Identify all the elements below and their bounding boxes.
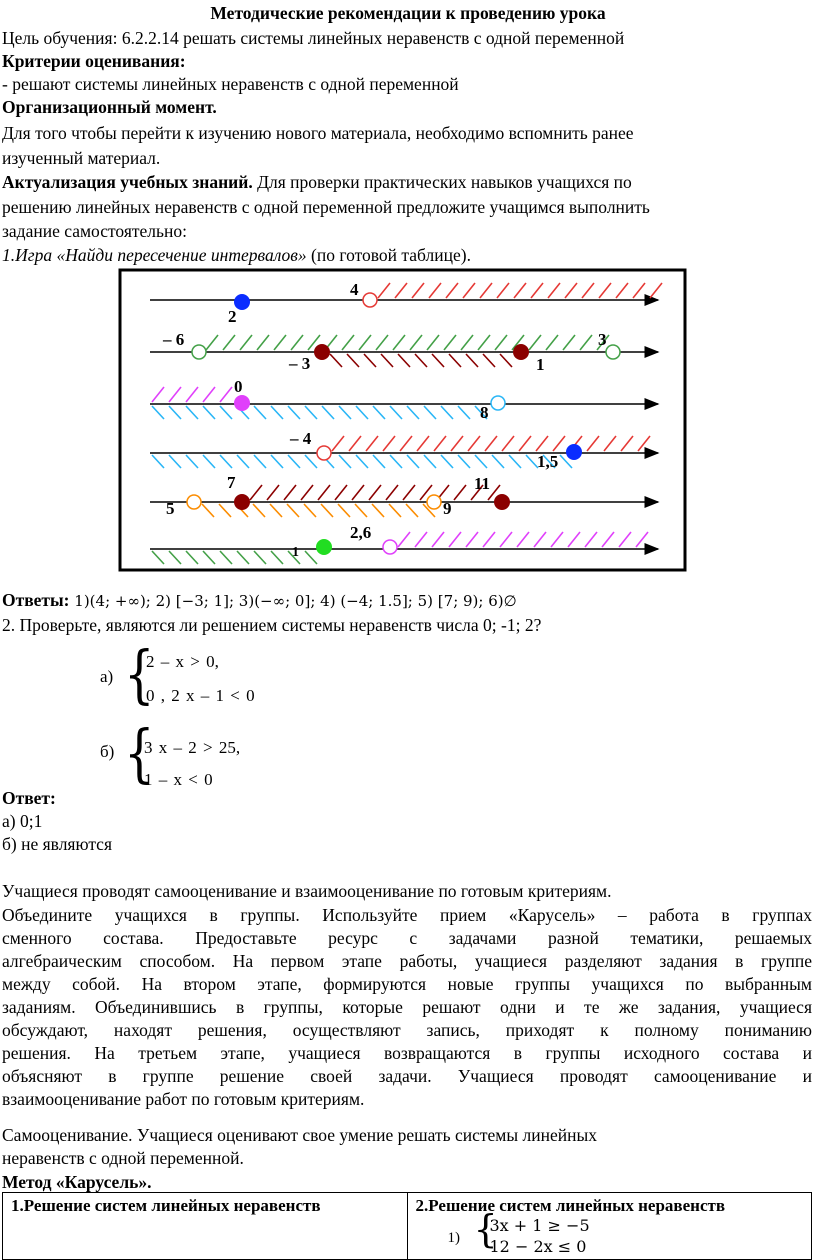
hatch-mark <box>223 335 235 350</box>
hatch-mark <box>369 485 381 500</box>
hatch-mark <box>444 335 456 350</box>
hatch-mark <box>219 504 231 517</box>
hatch-mark <box>237 551 249 564</box>
hatch-mark <box>517 532 529 547</box>
hatch-mark <box>288 455 300 468</box>
label-1-green: 1 <box>292 545 299 560</box>
game-title-rest: (по готовой таблице). <box>306 245 471 265</box>
hatch-mark <box>250 485 262 500</box>
hatch-mark <box>604 436 616 451</box>
hatch-mark <box>202 504 214 517</box>
hatch-mark <box>563 335 575 350</box>
hatch-mark <box>186 387 198 402</box>
hatch-mark <box>529 335 541 350</box>
table-system-line-2: 12 − 2x ≤ 0 <box>489 1237 587 1256</box>
hatch-mark <box>364 354 376 367</box>
point-1-filled-green <box>316 539 332 555</box>
carousel-line: заданиям. Объединившись в группы, которые решают одни и те же задания, учащиеся <box>2 997 812 1017</box>
hatch-mark <box>458 406 470 419</box>
hatch-mark <box>349 436 361 451</box>
hatch-mark <box>441 455 453 468</box>
hatch-mark <box>321 504 333 517</box>
hatch-mark <box>373 455 385 468</box>
hatch-mark <box>466 532 478 547</box>
hatch-mark <box>483 354 495 367</box>
criteria-heading: Критерии оценивания: <box>2 51 186 71</box>
hatch-mark <box>386 485 398 500</box>
hatch-mark <box>509 455 521 468</box>
hatch-mark <box>602 532 614 547</box>
hatch-mark <box>553 436 565 451</box>
hatch-mark <box>478 335 490 350</box>
hatch-mark <box>500 532 512 547</box>
learning-goal: Цель обучения: 6.2.2.14 решать системы линейных неравенств с одной переменной <box>2 28 625 48</box>
answer-heading: Ответ: <box>2 788 56 808</box>
actualization-text-2: решению линейных неравенств с одной переменной предложите учащимся выполнить <box>2 197 650 217</box>
hatch-mark <box>398 532 410 547</box>
actualization-paragraph <box>2 171 632 194</box>
hatch-mark <box>548 283 560 298</box>
hatch-mark <box>480 283 492 298</box>
hatch-mark <box>381 354 393 367</box>
self-eval-2: неравенств с одной переменной. <box>2 1148 244 1168</box>
hatch-mark <box>531 283 543 298</box>
hatch-mark <box>406 504 418 517</box>
system-b-brace: { <box>124 717 155 791</box>
hatch-mark <box>373 406 385 419</box>
hatch-mark <box>186 455 198 468</box>
hatch-mark <box>400 436 412 451</box>
answers-line <box>2 589 517 613</box>
label-1: 1 <box>536 355 545 374</box>
carousel-line: обсуждают, находят решения, осуществляют запись, приходят к полному пониманию <box>2 1020 812 1040</box>
hatch-mark <box>466 354 478 367</box>
answer-a: а) 0;1 <box>2 811 43 831</box>
actualization-text-3: задание самостоятельно: <box>2 221 187 241</box>
hatch-mark <box>355 504 367 517</box>
hatch-mark <box>568 532 580 547</box>
label-minus4: – 4 <box>290 429 312 448</box>
hatch-mark <box>621 436 633 451</box>
hatch-mark <box>169 406 181 419</box>
hatch-mark <box>449 354 461 367</box>
point-2-6-open <box>383 540 397 554</box>
hatch-mark <box>407 455 419 468</box>
hatch-mark <box>152 551 164 564</box>
hatch-mark <box>432 354 444 367</box>
hatch-mark <box>203 387 215 402</box>
point-8-open <box>491 396 505 410</box>
hatch-mark <box>332 436 344 451</box>
hatch-mark <box>169 455 181 468</box>
hatch-mark <box>638 436 650 451</box>
hatch-mark <box>305 455 317 468</box>
hatch-mark <box>347 354 359 367</box>
hatch-mark <box>169 387 181 402</box>
hatch-mark <box>390 406 402 419</box>
hatch-mark <box>536 436 548 451</box>
answer-b: б) не являются <box>2 834 112 854</box>
criteria-item: - решают системы линейных неравенств с одной переменной <box>2 74 459 94</box>
hatch-mark <box>451 436 463 451</box>
label-11: 11 <box>474 474 491 493</box>
system-a-line-2: 0 , 2 x – 1 < 0 <box>146 686 255 705</box>
hatch-mark <box>254 551 266 564</box>
point-minus3-filled <box>314 344 330 360</box>
self-assess-text: Учащиеся проводят самооценивание и взаимооценивание по готовым критериям. <box>2 881 612 901</box>
hatch-mark <box>186 551 198 564</box>
carousel-paragraph <box>2 904 812 1111</box>
hatch-mark <box>220 406 232 419</box>
hatch-mark <box>304 504 316 517</box>
hatch-mark <box>254 455 266 468</box>
carousel-line: между собой. На втором этапе, формируются новые группы учащихся по выбранным <box>2 974 812 994</box>
point-4-open <box>363 293 377 307</box>
hatch-mark <box>616 283 628 298</box>
hatch-mark <box>534 532 546 547</box>
point-11-filled <box>494 494 510 510</box>
hatch-mark <box>514 283 526 298</box>
hatch-mark <box>152 406 164 419</box>
hatch-mark <box>546 335 558 350</box>
hatch-mark <box>403 485 415 500</box>
hatch-mark <box>288 406 300 419</box>
hatch-mark <box>335 485 347 500</box>
hatch-mark <box>395 283 407 298</box>
label-minus6: – 6 <box>163 330 185 349</box>
point-0-filled <box>234 395 250 411</box>
answers-text: 1)(4; +∞); 2) [−3; 1]; 3)(−∞; 0]; 4) (−4; 1.5]; 5) [7; 9); 6)∅ <box>69 592 517 610</box>
diagram-frame <box>120 270 685 570</box>
hatch-mark <box>287 504 299 517</box>
hatch-mark <box>410 335 422 350</box>
hatch-mark <box>352 485 364 500</box>
hatch-mark <box>415 354 427 367</box>
hatch-mark <box>203 455 215 468</box>
self-eval-1: Самооценивание. Учащиеся оценивают свое умение решать системы линейных <box>2 1125 597 1145</box>
hatch-mark <box>271 406 283 419</box>
table-system-label: 1) <box>447 1230 460 1246</box>
hatch-mark <box>342 335 354 350</box>
hatch-mark <box>220 387 232 402</box>
hatch-mark <box>427 335 439 350</box>
hatch-mark <box>366 436 378 451</box>
hatch-mark <box>338 504 350 517</box>
hatch-mark <box>305 406 317 419</box>
label-minus3: – 3 <box>289 354 311 373</box>
system-a-label: а) <box>100 667 114 686</box>
hatch-mark <box>203 551 215 564</box>
hatch-mark <box>434 436 446 451</box>
hatch-mark <box>461 335 473 350</box>
hatch-mark <box>359 335 371 350</box>
hatch-mark <box>582 283 594 298</box>
hatch-mark <box>633 283 645 298</box>
system-a-brace: { <box>124 638 155 712</box>
method-heading: Метод «Карусель». <box>2 1172 152 1192</box>
hatch-mark <box>446 283 458 298</box>
hatch-mark <box>565 283 577 298</box>
task-2: 2. Проверьте, являются ли решением системы неравенств числа 0; -1; 2? <box>2 615 542 635</box>
carousel-line: объясняют в группе решение своей задачи. Учащиеся проводят самооценивание и <box>2 1066 812 1086</box>
point-1-filled <box>513 344 529 360</box>
point-minus4-open <box>317 446 331 460</box>
hatch-mark <box>237 455 249 468</box>
hatch-mark <box>432 532 444 547</box>
game-title-italic: 1.Игра «Найди пересечение интервалов» <box>2 245 307 265</box>
hatch-mark <box>240 335 252 350</box>
intervals-diagram <box>0 262 816 574</box>
label-2-6: 2,6 <box>350 523 372 542</box>
point-minus6-open <box>192 345 206 359</box>
system-b-line-2: 1 – x < 0 <box>144 770 213 789</box>
hatch-mark <box>206 335 218 350</box>
hatch-mark <box>424 455 436 468</box>
label-9: 9 <box>443 499 452 518</box>
point-5-open <box>187 495 201 509</box>
carousel-line: взаимооценивание работ по готовым критериям. <box>2 1089 365 1109</box>
table-system-brace: { <box>473 1207 498 1251</box>
hatch-mark <box>339 406 351 419</box>
hatch-mark <box>169 551 181 564</box>
table-cell-2 <box>407 1193 812 1260</box>
hatch-mark <box>257 335 269 350</box>
hatch-mark <box>502 436 514 451</box>
hatch-mark <box>339 455 351 468</box>
label-2: 2 <box>228 307 237 326</box>
hatch-mark <box>270 504 282 517</box>
org-heading: Организационный момент. <box>2 97 217 117</box>
actualization-text-1: Для проверки практических навыков учащихся по <box>252 172 632 192</box>
label-8: 8 <box>480 403 489 422</box>
hatch-mark <box>483 532 495 547</box>
label-7: 7 <box>227 473 236 492</box>
hatch-mark <box>322 406 334 419</box>
hatch-mark <box>372 504 384 517</box>
hatch-mark <box>429 283 441 298</box>
hatch-mark <box>441 406 453 419</box>
carousel-line: алгебраическим способом. На первом этапе работы, учащиеся разделяют задания в группе <box>2 951 812 971</box>
hatch-mark <box>636 532 648 547</box>
hatch-mark <box>580 335 592 350</box>
org-text-1: Для того чтобы перейти к изучению нового материала, необходимо вспомнить ранее <box>2 123 634 143</box>
hatch-mark <box>412 283 424 298</box>
hatch-mark <box>318 485 330 500</box>
table-cell-2-title: 2.Решение систем линейных неравенств <box>415 1196 726 1215</box>
hatch-mark <box>356 406 368 419</box>
point-1-5-filled <box>566 444 582 460</box>
hatch-mark <box>390 455 402 468</box>
hatch-mark <box>454 485 466 500</box>
hatch-mark <box>378 283 390 298</box>
hatch-mark <box>458 455 470 468</box>
hatch-mark <box>551 532 563 547</box>
hatch-mark <box>393 335 405 350</box>
hatch-mark <box>585 532 597 547</box>
label-4: 4 <box>350 280 359 299</box>
hatch-mark <box>253 504 265 517</box>
hatch-mark <box>220 551 232 564</box>
table-system-line-1: 3x + 1 ≥ −5 <box>489 1216 590 1235</box>
hatch-mark <box>497 283 509 298</box>
hatch-mark <box>305 551 317 564</box>
table-cell-1: 1.Решение систем линейных неравенств <box>3 1193 408 1260</box>
carousel-line: Объедините учащихся в группы. Используйте прием «Карусель» – работа в группах <box>2 905 812 925</box>
point-3-open <box>606 345 620 359</box>
hatch-mark <box>330 354 342 367</box>
hatch-mark <box>267 485 279 500</box>
hatch-mark <box>407 406 419 419</box>
actualization-heading: Актуализация учебных знаний. <box>2 172 253 192</box>
hatch-mark <box>468 436 480 451</box>
hatch-mark <box>485 436 497 451</box>
hatch-mark <box>449 532 461 547</box>
hatch-mark <box>475 455 487 468</box>
hatch-mark <box>254 406 266 419</box>
label-3: 3 <box>598 330 607 349</box>
system-a-line-1: 2 – x > 0, <box>146 652 219 671</box>
label-1-5: 1,5 <box>537 452 559 471</box>
hatch-mark <box>356 455 368 468</box>
hatch-mark <box>152 387 164 402</box>
carousel-table <box>2 1192 812 1260</box>
hatch-mark <box>274 335 286 350</box>
hatch-mark <box>650 283 662 298</box>
hatch-mark <box>291 335 303 350</box>
page-title: Методические рекомендации к проведению урока <box>210 3 606 23</box>
hatch-mark <box>389 504 401 517</box>
hatch-mark <box>301 485 313 500</box>
hatch-mark <box>284 485 296 500</box>
hatch-mark <box>463 283 475 298</box>
label-5: 5 <box>166 499 175 518</box>
system-b-line-1: 3 x – 2 > 25, <box>144 738 241 757</box>
hatch-mark <box>415 532 427 547</box>
hatch-mark <box>500 354 512 367</box>
hatch-mark <box>271 551 283 564</box>
carousel-line: сменного состава. Предоставьте ресурс с задачами разной тематики, решаемых <box>2 928 812 948</box>
answers-label: Ответы: <box>2 590 70 610</box>
hatch-mark <box>519 436 531 451</box>
hatch-mark <box>398 354 410 367</box>
table-cell-2-system <box>416 1207 804 1257</box>
hatch-mark <box>492 455 504 468</box>
hatch-mark <box>203 406 215 419</box>
hatch-mark <box>495 335 507 350</box>
hatch-mark <box>587 436 599 451</box>
hatch-mark <box>152 455 164 468</box>
hatch-mark <box>186 406 198 419</box>
hatch-mark <box>417 436 429 451</box>
system-b-label: б) <box>100 742 115 761</box>
carousel-line: решения. На третьем этапе, учащиеся возвращаются в группы исходного состава и <box>2 1043 812 1063</box>
hatch-mark <box>599 283 611 298</box>
label-0: 0 <box>234 377 243 396</box>
hatch-mark <box>376 335 388 350</box>
point-9-open <box>427 495 441 509</box>
hatch-mark <box>383 436 395 451</box>
table-row <box>3 1193 812 1260</box>
hatch-mark <box>424 406 436 419</box>
hatch-mark <box>619 532 631 547</box>
org-text-2: изученный материал. <box>2 148 161 168</box>
point-7-filled <box>234 494 250 510</box>
hatch-mark <box>220 455 232 468</box>
hatch-mark <box>271 455 283 468</box>
